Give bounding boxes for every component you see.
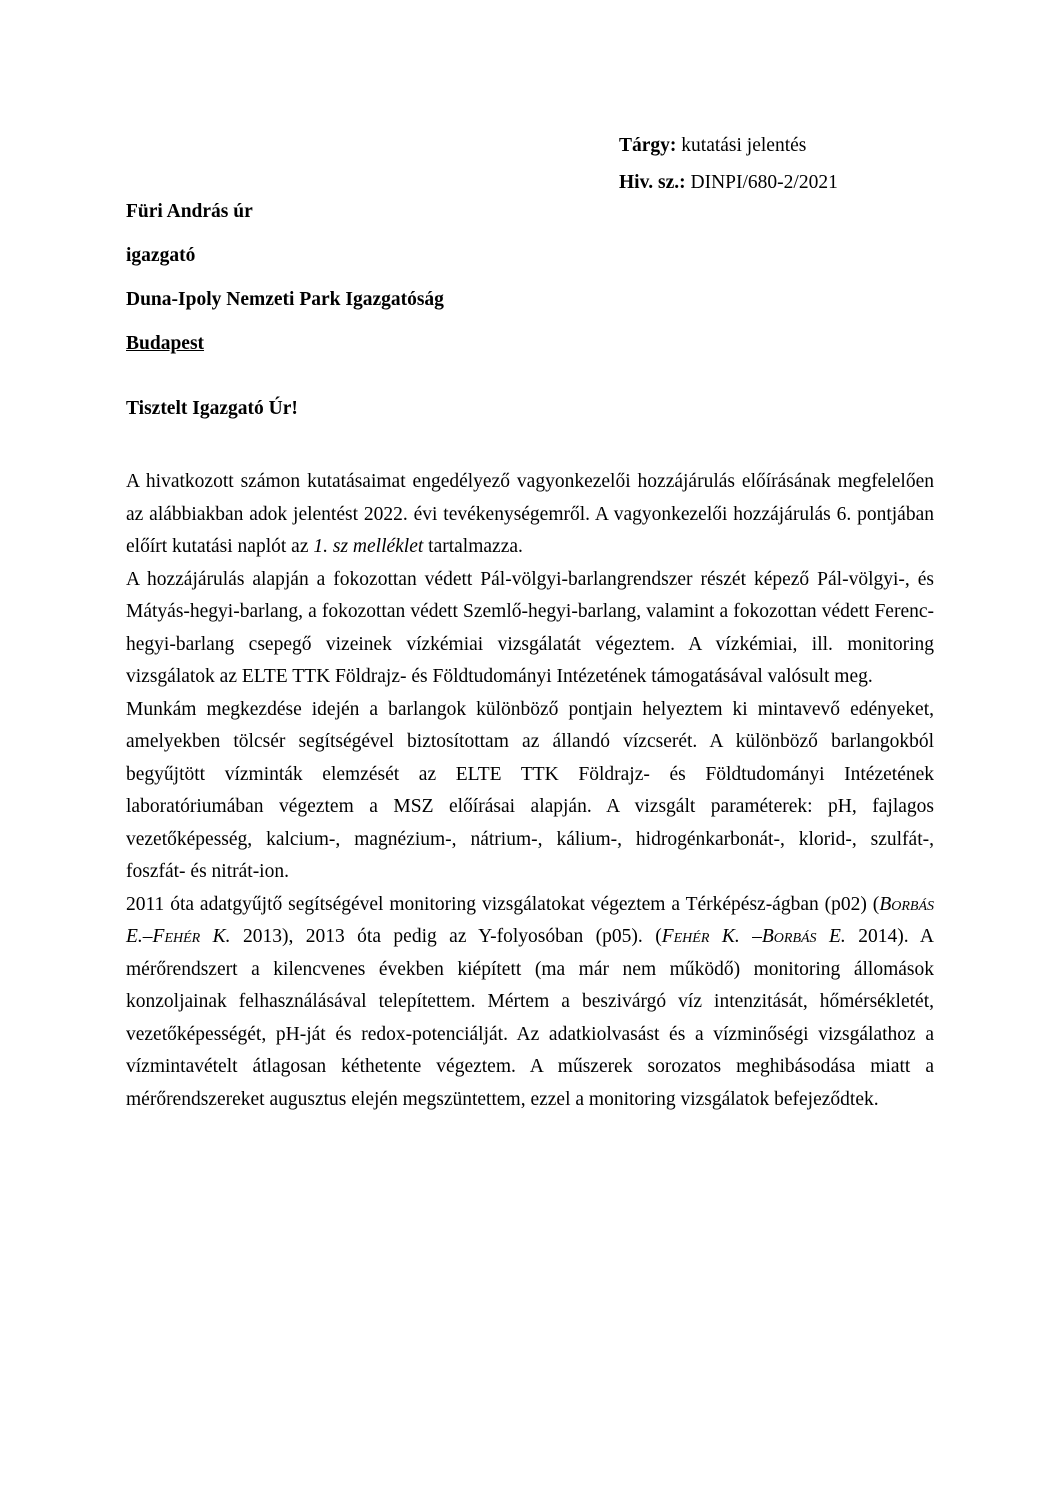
letter-body bbox=[126, 466, 934, 1116]
paragraph-2: A hozzájárulás alapján a fokozottan védett Pál-völgyi-barlangrendszer részét képező Pál-völgyi-, és Mátyás-hegyi-barlang, a fokozottan védett Szemlő-hegyi-barlang, valamint a fokozottan védett Ferenc-hegyi-barlang csepegő vizeinek vízkémiai vizsgálatát végeztem. A vízkémiai, ill. monitoring vizsgálatok az ELTE TTK Földrajz- és Földtudományi Intézetének támogatásával valósult meg. bbox=[126, 568, 934, 687]
recipient-title: igazgató bbox=[126, 245, 196, 266]
reference-label: Hiv. sz.: bbox=[619, 172, 686, 193]
reference-line bbox=[619, 164, 838, 201]
annex-reference: 1. sz melléklet bbox=[313, 536, 424, 557]
greeting: Tisztelt Igazgató Úr! bbox=[126, 398, 298, 419]
citation-2: Fehér K. –Borbás E. bbox=[661, 926, 846, 947]
paragraph-3: Munkám megkezdése idején a barlangok különböző pontjain helyeztem ki mintavevő edényeket, amelyekben tölcsér segítségével biztosítottam az állandó vízcserét. A különböző barlangokból begyűjtött vízminták elemzését az ELTE TTK Földrajz- és Földtudományi Intézetének laboratóriumában végeztem a MSZ előírásai alapján. A vizsgált paraméterek: pH, fajlagos vezetőképesség, kalcium-, magnézium-, nátrium-, kálium-, hidrogénkarbonát-, klorid-, szulfát-, foszfát- és nitrát-ion. bbox=[126, 698, 934, 882]
recipient-organization: Duna-Ipoly Nemzeti Park Igazgatóság bbox=[126, 289, 444, 310]
reference-value: DINPI/680-2/2021 bbox=[690, 172, 838, 193]
recipient-city: Budapest bbox=[126, 333, 205, 354]
paragraph-4: 2011 óta adatgyűjtő segítségével monitoring vizsgálatokat végeztem a Térképész-ágban (p02) (Borbás E.–Fehér K. 2013), 2013 óta pedig az Y-folyosóban (p05). (Fehér K. –Borbás E. 2014). A mérőrendszert a kilencvenes években kiépített (ma már nem működő) monitoring állomások konzoljainak felhasználásával telepítettem. Mértem a beszivárgó víz intenzitását, hőmérsékletét, vezetőképességét, pH-ját és redox-potenciálját. Az adatkiolvasást és a vízminőségi vizsgálathoz a vízmintavételt átlagosan kéthetente végeztem. A műszerek sorozatos meghibásodása miatt a mérőrendszereket augusztus elején megszüntettem, ezzel a monitoring vizsgálatok befejeződtek. bbox=[126, 893, 935, 1110]
recipient-block bbox=[126, 199, 444, 375]
recipient-name: Füri András úr bbox=[126, 201, 253, 222]
paragraph-1: A hivatkozott számon kutatásaimat engedélyező vagyonkezelői hozzájárulás előírásának megfelelően az alábbiakban adok jelentést 2022. évi tevékenységemről. A vagyonkezelői hozzájárulás 6. pontjában előírt kutatási naplót az 1. sz melléklet tartalmazza. bbox=[126, 471, 934, 557]
subject-label: Tárgy: bbox=[619, 135, 677, 156]
document-header bbox=[619, 127, 838, 201]
subject-value: kutatási jelentés bbox=[681, 135, 807, 156]
subject-line bbox=[619, 127, 838, 164]
citation-1: Borbás E.–Fehér K. bbox=[126, 893, 934, 947]
